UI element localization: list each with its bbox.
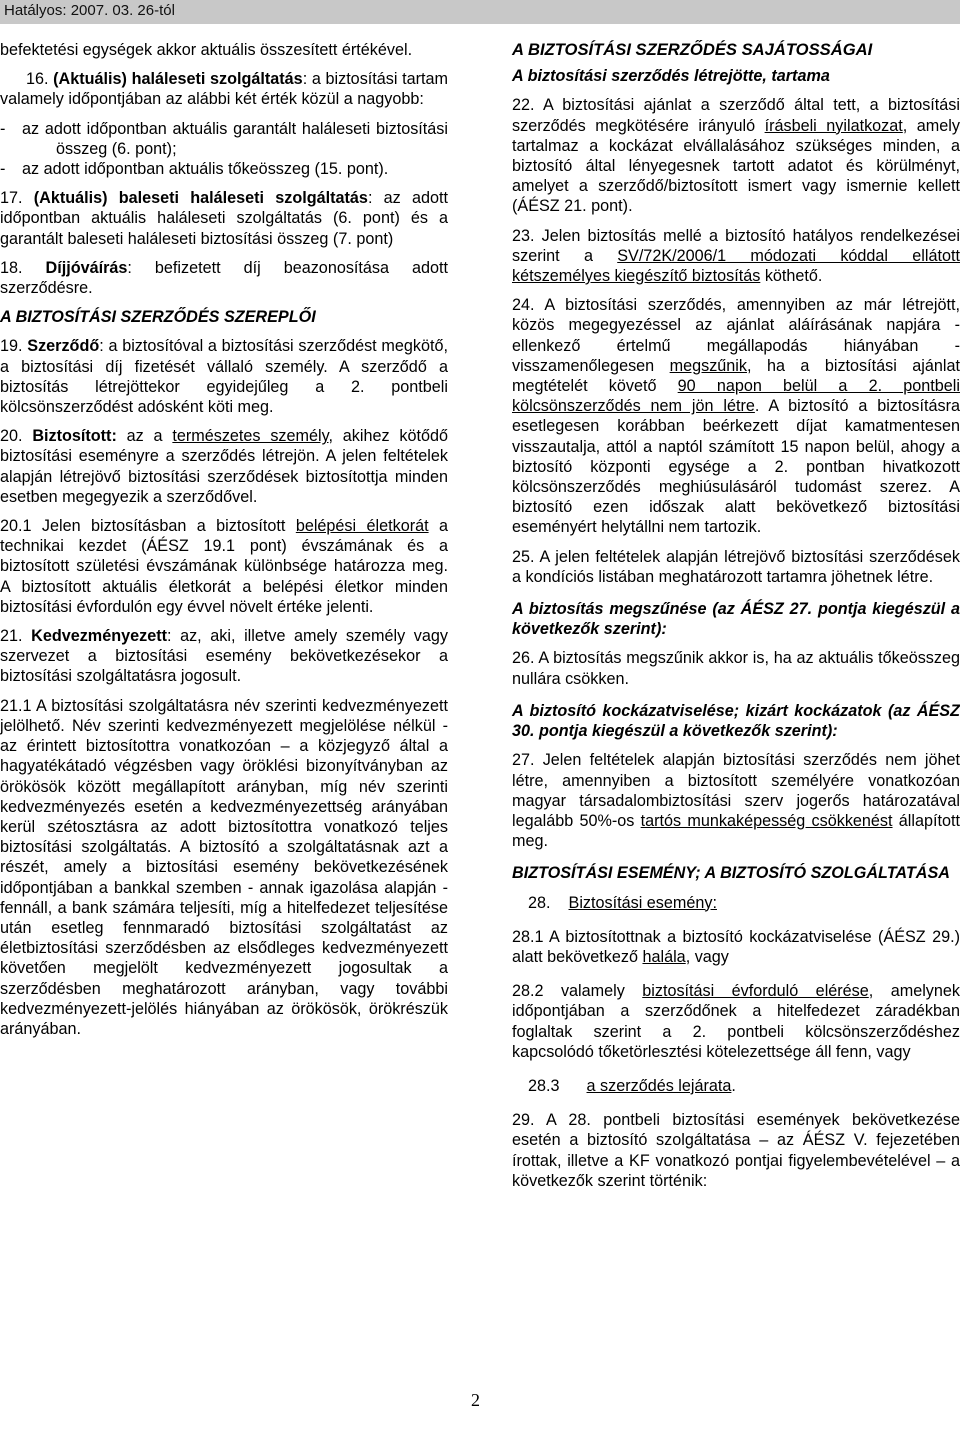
- paragraph-24: 24. A biztosítási szerződés, amennyiben az már létrejött, közös megegyezéssel az ajánlat aláírásának napjára - ellenkező értelmű megállapodás hiányában - visszamenőlegesen megszűnik, ha a biztosítási ajánlat megtételét követő 90 napon belül a 2. pontbeli kölcsönszerződés nem jön létre. A biztosító a biztosításra esetlegesen korábban beérkezett díjat kamatmentesen visszautalja, attól a naptól számított 15 napon belül, ahogy a biztosító központi egysége a 2. pontban hivatkozott kölcsönszerződés meghiúsulásáról tudomást szerez. A biztosító ezen időszak alatt bekövetkező biztosítási eseményért helytállni nem tartozik.: [512, 296, 960, 537]
- term-kedvezmenyezett: Kedvezményezett: [31, 627, 167, 646]
- paragraph-18: 18. Díjjóváírás: befizetett díj beazonosítása adott szerződésre.: [0, 258, 449, 298]
- section-heading-sajatossagai: A BIZTOSÍTÁSI SZERZŐDÉS SAJÁTOSSÁGAI: [512, 40, 873, 59]
- left-column: [0, 40, 448, 1039]
- section-heading-esemeny: BIZTOSÍTÁSI ESEMÉNY; A BIZTOSÍTÓ SZOLGÁLTATÁSA: [512, 864, 950, 883]
- paragraph-29: 29. A 28. pontbeli biztosítási események bekövetkezése esetén a biztosító szolgáltatása – az ÁÉSZ V. fejezetében írottak, illetve a KF vonatkozó pontjai figyelembevételével – a következők szerint történik:: [512, 1111, 960, 1190]
- subheading-kockazatviselese: A biztosító kockázatviselése; kizárt kockázatok (az ÁÉSZ 30. pontja kiegészül a következők szerint):: [512, 701, 960, 741]
- paragraph-28-2: 28.2 valamely biztosítási évforduló elérése, amelynek időpontjában a szerződőnek a hitelfedezet záradékban foglaltak szerint a 2. pontbeli kölcsönszerződéshez kapcsolódó tőketörlesztési kötelezettsége áll fenn, vagy: [512, 982, 960, 1061]
- paragraph-21-1: 21.1 A biztosítási szolgáltatásra név szerinti kedvezményezett jelölhető. Név szerinti kedvezményezett megjelölése nélkül - az érintett biztosítottra vonatkozóan – a közjegyző által a hagyatékátadó végzésben vagy öröklési bizonyítványban az örökösök között megállapított arányban, míg név szerinti kedvezményezés esetén a kedvezményezettség arányában kerül szétosztásra az adott biztosítottra vonatkozó teljes biztosítási szolgáltatás. A biztosító a szolgáltatásnak azt a részét, amely a biztosítási esemény bekövetkezésének időpontjában a bankkal szemben - annak igazolása alapján - fennáll, a bank számára teljesíti, míg a hitelfedezet teljesítése után esetleg fennmaradó biztosítási szolgáltatást az életbiztosítási szerződésben az elsődleges kedvezményezett követően megjelölt kedvezményezett jogosultak a szerződésben meghatározott arányban, vagy további kedvezményezett-jelölés hiányában az örökösök, örökrészük arányában.: [0, 696, 448, 1038]
- paragraph-22: 22. A biztosítási ajánlat a szerződő által tett, a biztosítási szerződés megkötésére irányuló írásbeli nyilatkozat, amely tartalmaz a kockázat elvállalásához szükséges minden, a biztosító által lényegesnek tartott adatot és körülményt, amelyet a szerződő/biztosított ismert vagy ismernie kellett (ÁÉSZ 21. pont).: [512, 96, 960, 216]
- paragraph-16: 16. (Aktuális) haláleseti szolgáltatás: a biztosítási tartam valamely időpontjában az alábbi két érték közül a nagyobb:: [0, 70, 448, 109]
- term-szerzodo: Szerződő: [27, 337, 100, 356]
- section-heading-szereplok: A BIZTOSÍTÁSI SZERZŐDÉS SZEREPLŐI: [0, 308, 316, 327]
- paragraph-28-1: 28.1 A biztosítottnak a biztosító kockázatviselése (ÁÉSZ 29.) alatt bekövetkező halála, vagy: [512, 927, 960, 966]
- term-aktualis-halaleseti: (Aktuális) haláleseti szolgáltatás: [53, 70, 303, 89]
- term-biztositott: Biztosított:: [32, 427, 117, 446]
- paragraph-25: 25. A jelen feltételek alapján létrejövő biztosítási szerződések a kondíciós listában meghatározott tartamra jöhetnek létre.: [512, 547, 960, 586]
- paragraph-20: 20. Biztosított: az a természetes személy, akihez kötődő biztosítási eseményre a szerződés létrejön. A jelen feltételek alapján létrejövő biztosítási szerződések biztosítottja minden esetben megegyezik a szerződővel.: [0, 427, 449, 506]
- paragraph-23: 23. Jelen biztosítás mellé a biztosító hatályos rendelkezései szerint a SV/72K/2006/1 módozati kóddal ellátott kétszemélyes kiegészítő biztosítás köthető.: [512, 226, 960, 286]
- paragraph-26: 26. A biztosítás megszűnik akkor is, ha az aktuális tőkeösszeg nullára csökken.: [512, 649, 960, 688]
- right-column: [512, 40, 960, 1191]
- paragraph-19: 19. Szerződő: a biztosítóval a biztosítási szerződést megkötő, a biztosítási díj fizetését vállaló személy. A szerződő a biztosítás létrejöttekor egyidejűleg a 2. pontbeli kölcsönszerződést adósként köti meg.: [0, 337, 449, 417]
- dash-item-2: - az adott időpontban aktuális tőkeösszeg (15. pont).: [0, 160, 389, 179]
- page-header-bar: [0, 0, 960, 24]
- paragraph-20-1: 20.1 Jelen biztosításban a biztosított belépési életkorát a technikai kezdet (ÁÉSZ 19.1 pont) évszámának és a biztosított születési évszámának különbsége határozza meg. A biztosított aktuális életkorát a belépési életkor minden biztosítási évfordulón egy évvel növelt értéke jelenti.: [0, 517, 448, 616]
- page-number: 2: [471, 1390, 480, 1410]
- paragraph-15-end: befektetési egységek akkor aktuális összesített értékével.: [0, 41, 413, 59]
- paragraph-28-3: 28.3 a szerződés lejárata.: [528, 1076, 736, 1095]
- paragraph-17: 17. (Aktuális) baleseti haláleseti szolgáltatás: az adott időpontban aktuális haláleseti szolgáltatás (6. pont) és a garantált baleseti haláleseti biztosítási összeg (7. pont): [0, 189, 448, 248]
- validity-date: Hatályos: 2007. 03. 26-tól: [4, 2, 175, 19]
- paragraph-21: 21. Kedvezményezett: az, aki, illetve amely személy vagy szervezet a biztosítási esemény bekövetkezésekor a biztosítási szolgáltatásra jogosult.: [0, 627, 448, 686]
- term-baleseti-halaleseti: (Aktuális) baleseti haláleseti szolgáltatás: [33, 189, 368, 208]
- paragraph-27: 27. Jelen feltételek alapján biztosítási szerződés nem jöhet létre, amennyiben a biztosított személyére vonatkozóan magyar társadalombiztosítási szerv jogerős határozatával legalább 50%-os tartós munkaképesség csökkenést állapított meg.: [512, 751, 960, 851]
- subheading-megszunese: A biztosítás megszűnése (az ÁÉSZ 27. pontja kiegészül a következők szerint):: [512, 600, 960, 639]
- subheading-letrejotte: A biztosítási szerződés létrejötte, tartama: [512, 67, 830, 86]
- paragraph-28: 28. Biztosítási esemény:: [528, 893, 717, 912]
- dash-item-1: - az adott időpontban aktuális garantált haláleseti biztosítási összeg (6. pont);: [0, 119, 448, 158]
- term-dijjovairas: Díjjóváírás: [45, 258, 128, 277]
